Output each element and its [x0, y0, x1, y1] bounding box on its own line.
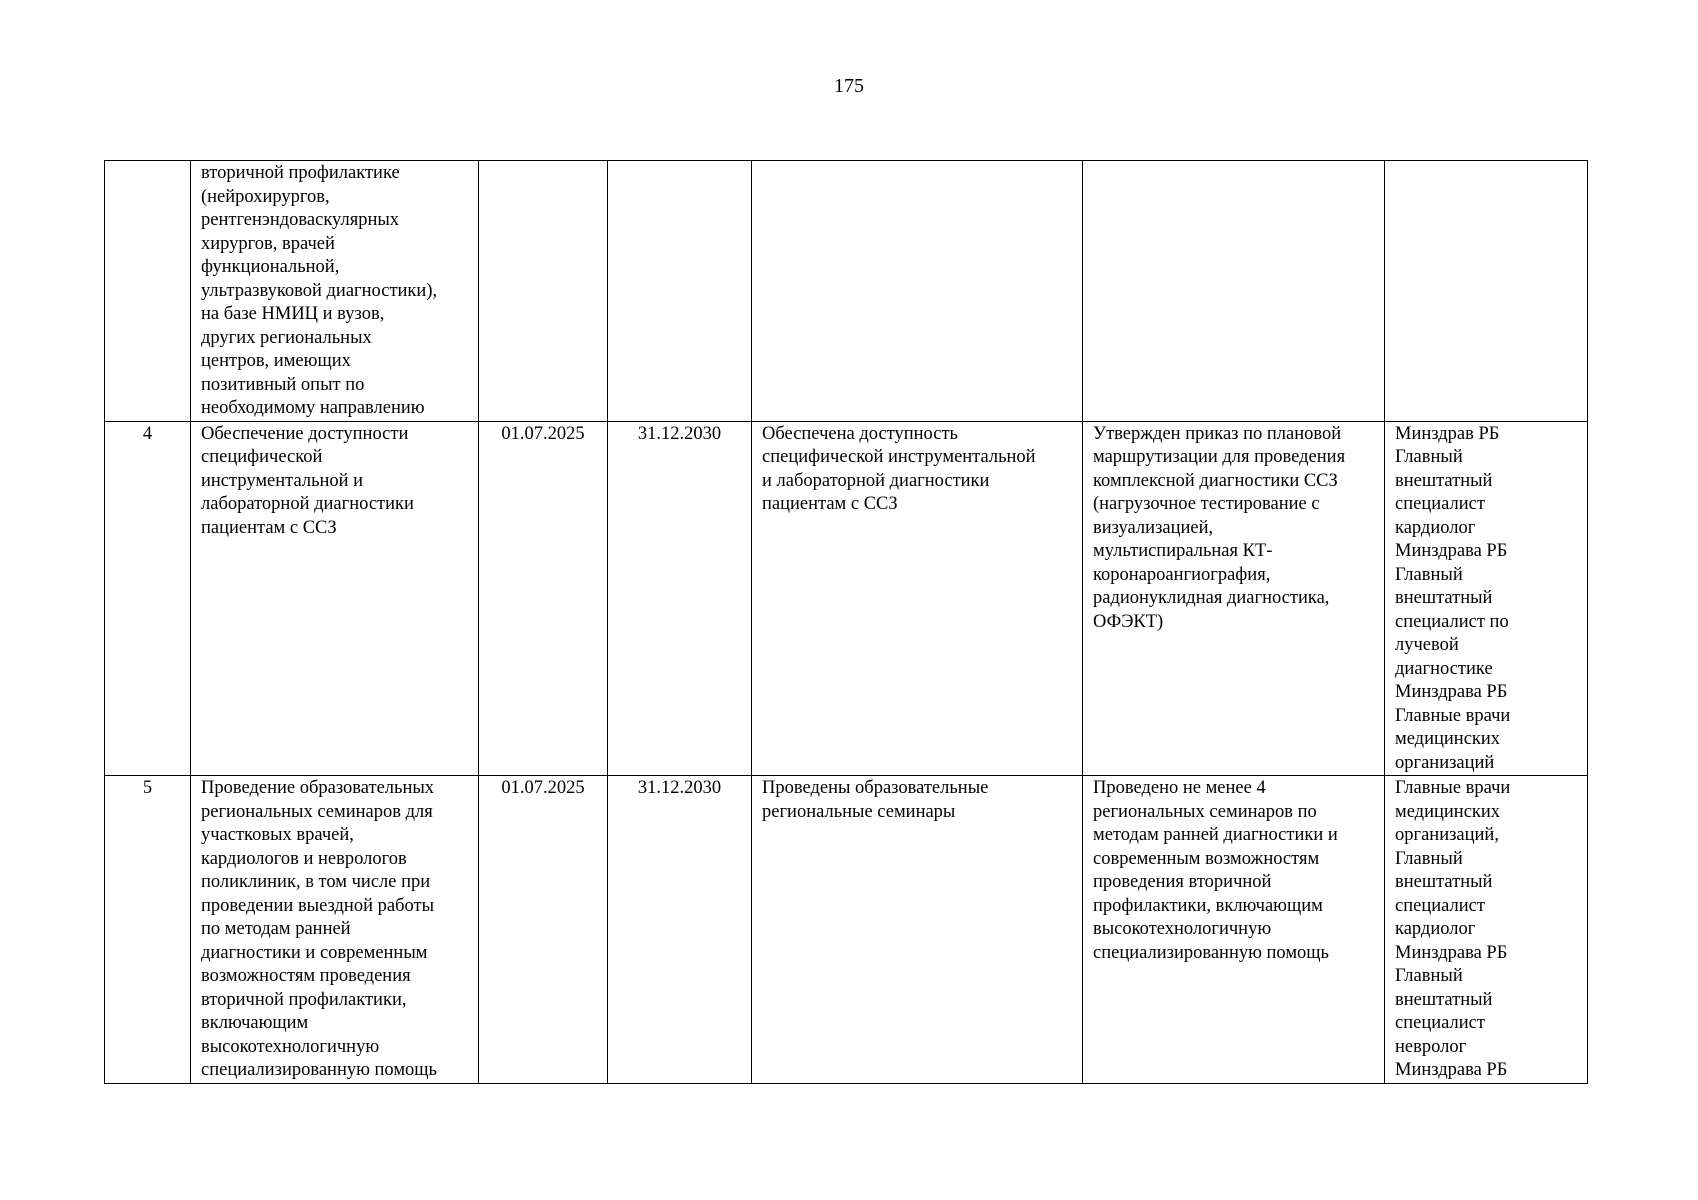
- event-cell: Проведение образовательных региональных семинаров для участковых врачей, кардиологов и неврологов поликлиник, в том числе при проведении выездной работы по методам ранней диагностики и современным возможностям проведения вторичной профилактики, включающим высокотехнологичную специализированную помощь: [191, 776, 479, 1084]
- row-number-cell: 5: [105, 776, 191, 1084]
- event-cell: вторичной профилактике (нейрохирургов, рентгенэндоваскулярных хирургов, врачей функциональной, ультразвуковой диагностики), на базе НМИЦ и вузов, других региональных центров, имеющих позитивный опыт по необходимому направлению: [191, 161, 479, 422]
- indicator-cell: Утвержден приказ по плановой маршрутизации для проведения комплексной диагностики ССЗ (нагрузочное тестирование с визуализацией, мультиспиральная КТ- коронароангиография, радионуклидная диагностика, ОФЭКТ): [1083, 421, 1385, 776]
- table-row: [105, 421, 1588, 776]
- end-date-cell: 31.12.2030: [608, 776, 752, 1084]
- responsible-cell: [1385, 161, 1588, 422]
- table-row: [105, 776, 1588, 1084]
- row-number-cell: [105, 161, 191, 422]
- start-date-cell: 01.07.2025: [479, 421, 608, 776]
- row-number-cell: 4: [105, 421, 191, 776]
- indicator-cell: [1083, 161, 1385, 422]
- result-cell: Проведены образовательные региональные семинары: [752, 776, 1083, 1084]
- end-date-cell: [608, 161, 752, 422]
- measures-table: [104, 160, 1588, 1084]
- event-cell: Обеспечение доступности специфической инструментальной и лабораторной диагностики пациентам с ССЗ: [191, 421, 479, 776]
- result-cell: Обеспечена доступность специфической инструментальной и лабораторной диагностики пациентам с ССЗ: [752, 421, 1083, 776]
- page-number: 175: [834, 75, 864, 97]
- result-cell: [752, 161, 1083, 422]
- start-date-cell: [479, 161, 608, 422]
- end-date-cell: 31.12.2030: [608, 421, 752, 776]
- start-date-cell: 01.07.2025: [479, 776, 608, 1084]
- indicator-cell: Проведено не менее 4 региональных семинаров по методам ранней диагностики и современным возможностям проведения вторичной профилактики, включающим высокотехнологичную специализированную помощь: [1083, 776, 1385, 1084]
- responsible-cell: Минздрав РБ Главный внештатный специалист кардиолог Минздрава РБ Главный внештатный специалист по лучевой диагностике Минздрава РБ Главные врачи медицинских организаций: [1385, 421, 1588, 776]
- responsible-cell: Главные врачи медицинских организаций, Главный внештатный специалист кардиолог Минздрава РБ Главный внештатный специалист невролог Минздрава РБ: [1385, 776, 1588, 1084]
- table-row: [105, 161, 1588, 422]
